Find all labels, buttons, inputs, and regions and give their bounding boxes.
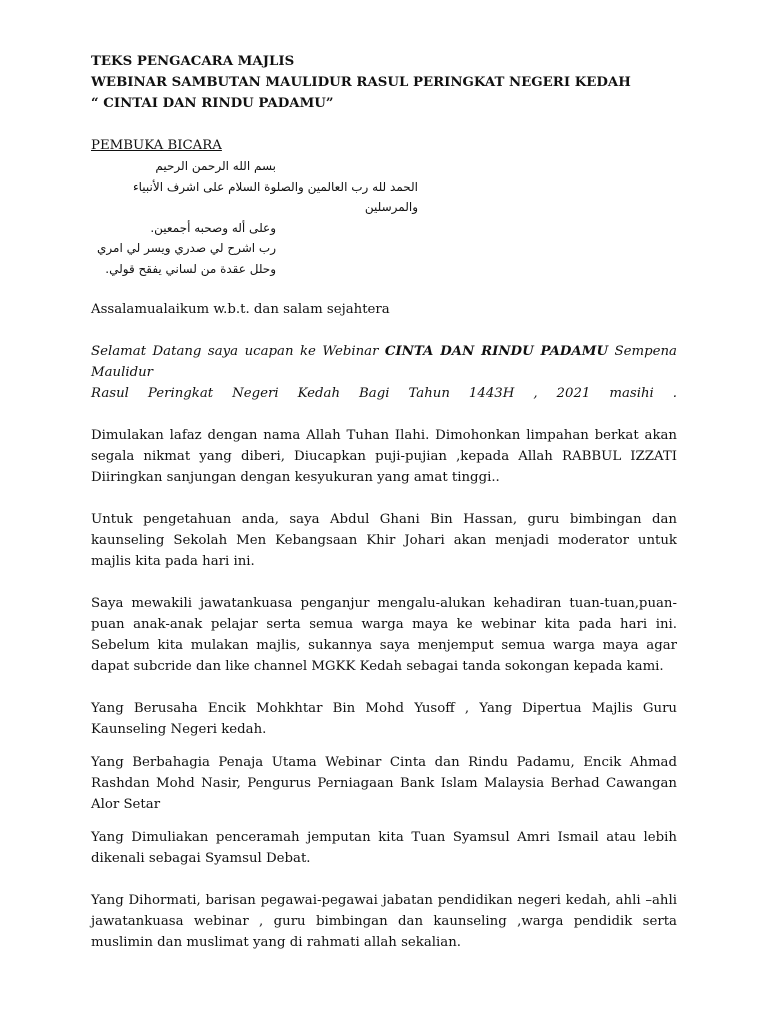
paragraph-salutation-speaker: Yang Dimuliakan penceramah jemputan kita Tuan Syamsul Amri Ismail atau lebih dikenali sebagai Syamsul Debat. [91, 830, 677, 866]
greeting: Assalamualaikum w.b.t. dan salam sejahtera [91, 302, 390, 317]
arabic-line-3: وعلى أله وصحبه أجمعين. [150, 220, 276, 235]
arabic-line-5: وحلل عقدة من لساني يفقح قولي. [105, 261, 276, 276]
paragraph-opening: Dimulakan lafaz dengan nama Allah Tuhan Ilahi. Dimohonkan limpahan berkat akan segala nikmat yang diberi, Diucapkan puji-pujian ,kepada Allah RABBUL IZZATI Diiringkan sanjungan dengan kesyukuran yang amat tinggi.. [91, 428, 677, 485]
welcome-line-2: Rasul Peringkat Negeri Kedah Bagi Tahun 1443H , 2021 masihi . [91, 386, 677, 401]
paragraph-salutation-president: Yang Berusaha Encik Mohkhtar Bin Mohd Yusoff , Yang Dipertua Majlis Guru Kaunseling Negeri kedah. [91, 701, 677, 737]
welcome-post: Sempena Maulidur [91, 344, 677, 380]
arabic-line-1: بسم الله الرحمن الرحيم [155, 159, 276, 173]
document-title [91, 51, 677, 114]
paragraph-salutation-officials: Yang Dihormati, barisan pegawai-pegawai jabatan pendidikan negeri kedah, ahli –ahli jawatankuasa webinar , guru bimbingan dan kaunseling ,warga pendidik serta muslimin dan muslimat yang di rahmati allah sekalian. [91, 893, 677, 950]
document-body [91, 51, 677, 953]
welcome-paragraph [91, 341, 677, 404]
section-heading: PEMBUKA BICARA [91, 138, 222, 153]
webinar-name: CINTA DAN RINDU PADAMU [384, 344, 609, 359]
welcome-pre: Selamat Datang saya ucapan ke Webinar [91, 344, 385, 359]
paragraph-salutation-sponsor: Yang Berbahagia Penaja Utama Webinar Cinta dan Rindu Padamu, Encik Ahmad Rashdan Mohd Nasir, Pengurus Perniagaan Bank Islam Malaysia Berhad Cawangan Alor Setar [91, 755, 677, 812]
title-line-3: “ CINTAI DAN RINDU PADAMU” [91, 96, 334, 111]
welcome-line-1 [91, 341, 677, 383]
arabic-line-2: الحمد لله رب العالمين والصلوة السلام على اشرف الأنبياء والمرسلين [132, 179, 418, 214]
paragraph-moderator: Untuk pengetahuan anda, saya Abdul Ghani Bin Hassan, guru bimbingan dan kaunseling Sekolah Men Kebangsaan Khir Johari akan menjadi moderator untuk majlis kita pada hari ini. [91, 512, 677, 569]
arabic-prayer [91, 156, 677, 279]
arabic-line-4: رب اشرح لي صدري ويسر لي امري [97, 241, 276, 255]
title-line-2: WEBINAR SAMBUTAN MAULIDUR RASUL PERINGKAT NEGERI KEDAH [91, 75, 631, 90]
paragraph-welcome-audience: Saya mewakili jawatankuasa penganjur mengalu-alukan kehadiran tuan-tuan,puan-puan anak-anak pelajar serta semua warga maya ke webinar kita pada hari ini. Sebelum kita mulakan majlis, sukannya saya menjemput semua warga maya agar dapat subcride dan like channel MGKK Kedah sebagai tanda sokongan kepada kami. [91, 596, 677, 674]
title-line-1: TEKS PENGACARA MAJLIS [91, 54, 295, 69]
